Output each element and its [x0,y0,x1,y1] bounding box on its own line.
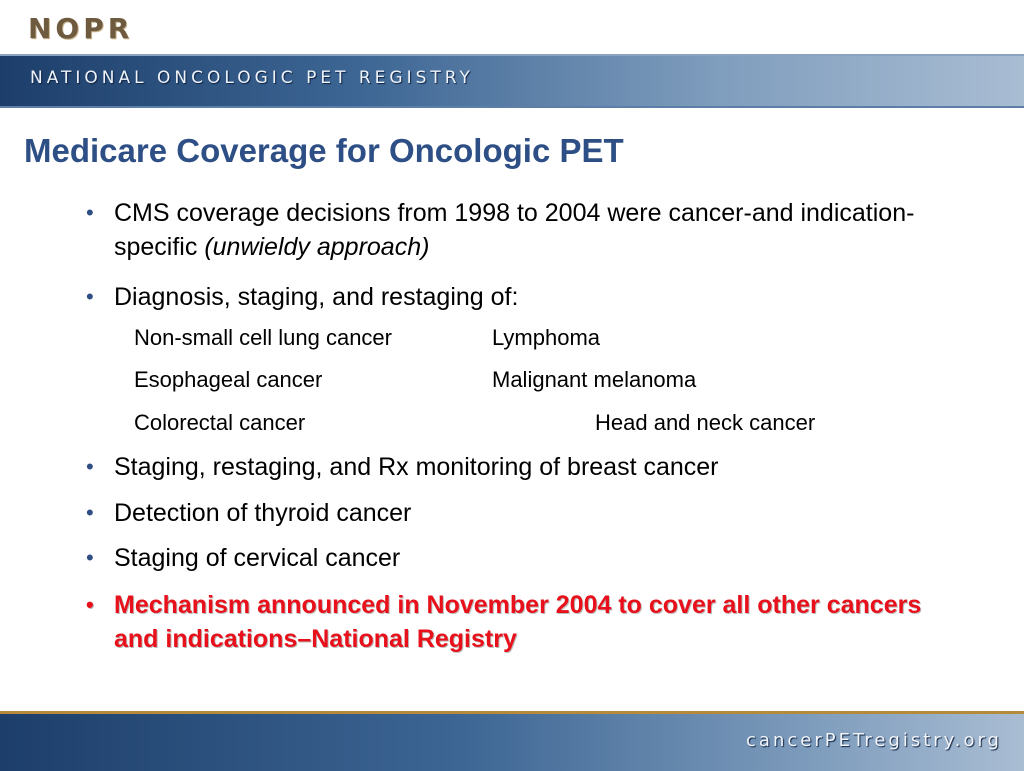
bullet-text: Staging of cervical cancer [114,544,401,572]
bullet-marker: • [86,284,94,309]
bullet-text-highlight: Mechanism announced in November 2004 to cover all other cancers and indications–National Registry [114,591,922,653]
sub-item-left: Non-small cell lung cancer [134,325,392,350]
sub-item-right: Lymphoma [492,325,601,350]
sub-item-right: Head and neck cancer [595,410,816,435]
sub-item-left: Colorectal cancer [134,410,306,435]
bullet-marker: • [86,545,94,570]
slide-title: Medicare Coverage for Oncologic PET [24,132,624,169]
sub-item-right: Malignant melanoma [492,367,697,392]
sub-item-left: Esophageal cancer [134,367,323,392]
header-band [0,54,1024,108]
bullet-national-registry [86,588,966,656]
bullet-breast-cancer [86,450,966,484]
bullet-marker: • [86,500,94,525]
bullet-text: Staging, restaging, and Rx monitoring of breast cancer [114,453,719,481]
footer-band [0,711,1024,771]
bullet-diagnosis [86,280,966,314]
bullet-text: Detection of thyroid cancer [114,499,412,527]
bullet-text: CMS coverage decisions from 1998 to 2004 were cancer-and indication-specific [114,199,915,261]
bullet-italic-note: (unwieldy approach) [204,233,430,261]
bullet-text: Diagnosis, staging, and restaging of: [114,283,519,311]
bullet-cervical-cancer [86,541,966,575]
footer-website: cancerPETregistry.org [746,730,1002,751]
bullet-marker: • [86,592,94,617]
bullet-marker: • [86,454,94,479]
bullet-marker: • [86,200,94,225]
registry-name: NATIONAL ONCOLOGIC PET REGISTRY [30,68,474,88]
bullet-thyroid-cancer [86,496,966,530]
bullet-cms-decisions [86,196,966,264]
nopr-logo: NOPR [28,12,134,45]
